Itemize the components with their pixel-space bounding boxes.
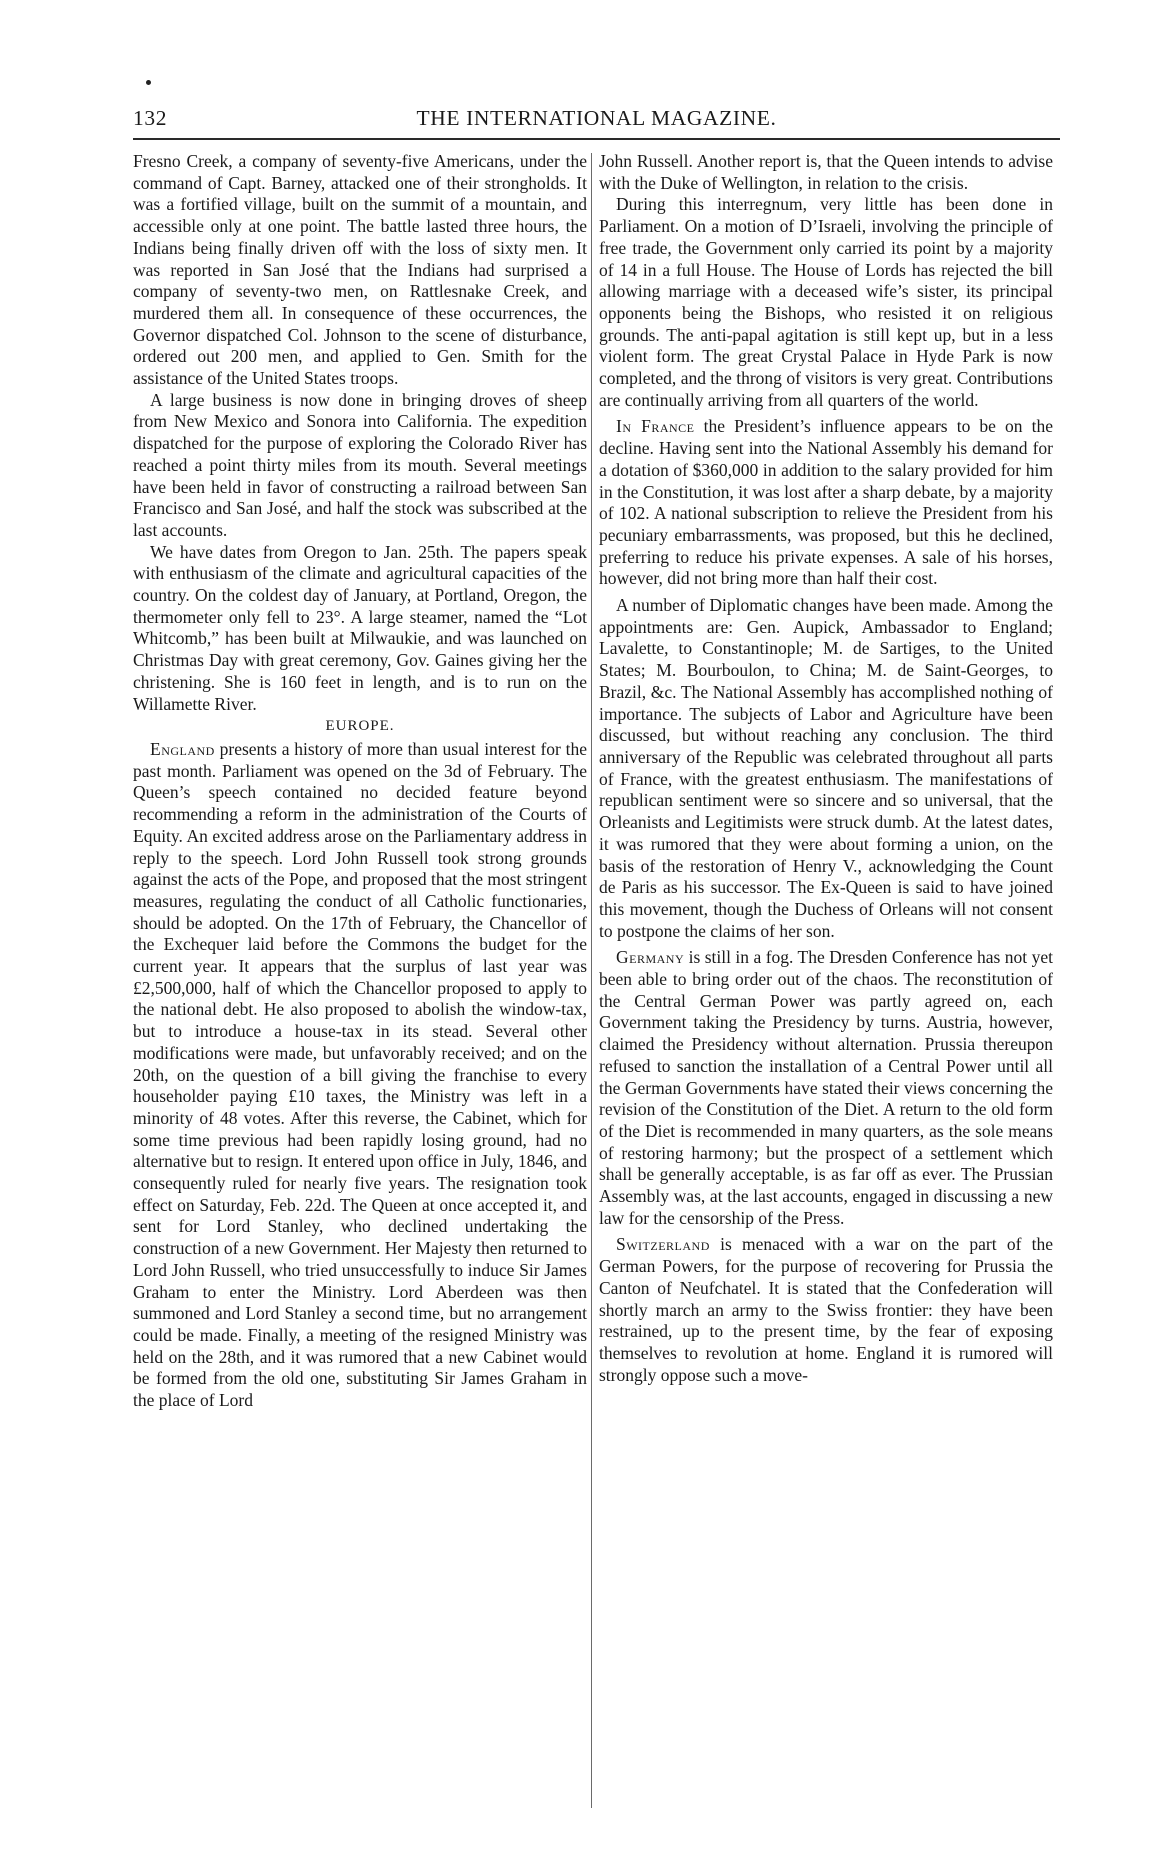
- section-heading-europe: EUROPE.: [325, 718, 395, 735]
- paragraph: During this interregnum, very little has been done in Parliament. On a motion of D’Israeli, involving the principle of free trade, the Government only carried its point by a majority of 14 in a full House. The House of Lords has rejected the bill allowing marriage with a deceased wife’s sister, its principal opponents being the Bishops, who resisted it on religious grounds. The anti-papal agitation is still kept up, but in a less violent form. The great Crystal Palace in Hyde Park is now completed, and the throng of visitors is very great. Contributions are continually arriving from all quarters of the world.: [599, 194, 1053, 410]
- paragraph-body: the President’s influence appears to be on the decline. Having sent into the National Assembly his demand for a dotation of $360,000 in addition to the salary provided for him in the Constitution, it was lost after a sharp debate, by a majority of 102. A national subscription to relieve the President from his pecuniary embarrassments, was proposed, but this he declined, preferring to reduce his private expenses. A sale of his horses, however, did not bring more than half their cost.: [599, 416, 1053, 589]
- paragraph-body: is still in a fog. The Dresden Conference has not yet been able to bring order out of the chaos. The reconstitution of the Central German Power was partly agreed on, each Government taking the Presidency by turns. Austria, however, claimed the Presidency without alternation. Prussia thereupon refused to sanction the installation of a Central Power until all the German Governments have stated their views concerning the revision of the Constitution of the Diet. A return to the old form of the Diet is recommended in many quarters, as the sole means of restoring harmony; but the prospect of a settlement which shall be generally acceptable, is as far off as ever. The Prussian Assembly was, at the last accounts, engaged in discussing a new law for the censorship of the Press.: [599, 947, 1053, 1228]
- paragraph: [599, 1234, 1053, 1386]
- paragraph-lead: Switzerland: [616, 1234, 710, 1255]
- page-header: [133, 106, 1060, 136]
- printer-dot: [146, 80, 151, 85]
- paragraph-body: presents a history of more than usual interest for the past month. Parliament was opened on the 3d of February. The Queen’s speech contained no decided feature beyond recommending a reform in the administration of the Courts of Equity. An excited address arose on the Parliamentary address in reply to the speech. Lord John Russell took strong grounds against the acts of the Pope, and proposed that the most stringent measures, regulating the conduct of all Catholic functionaries, should be adopted. On the 17th of February, the Chancellor of the Exchequer laid before the Commons the budget for the current year. It appears that the surplus of last year was £2,500,000, half of which the Chancellor proposed to apply to the national debt. He also proposed to abolish the window-tax, but to introduce a house-tax in its stead. Several other modifications were made, but unfavorably received; and on the 20th, on the question of a bill giving the franchise to every householder paying £10 taxes, the Ministry was left in a minority of 48 votes. After this reverse, the Cabinet, which for some time previous had been rapidly losing ground, had no alternative but to resign. It entered upon office in July, 1846, and consequently ruled for nearly five years. The resignation took effect on Saturday, Feb. 22d. The Queen at once accepted it, and sent for Lord Stanley, who declined undertaking the construction of a new Government. Her Majesty then returned to Lord John Russell, who tried unsuccessfully to induce Sir James Graham to enter the Ministry. Lord Aberdeen was then summoned and Lord Stanley a second time, but no arrangement could be made. Finally, a meeting of the resigned Ministry was held on the 28th, and it was rumored that a new Cabinet would be formed from the old one, substituting Sir James Graham in the place of Lord: [133, 738, 587, 1411]
- paragraph: [599, 416, 1053, 590]
- page-number: 132: [133, 106, 168, 130]
- paragraph: A number of Diplomatic changes have been made. Among the appointments are: Gen. Aupick, Ambassador to England; Lavalette, to Constantinople; M. de Sartiges, to the United States; M. Bourboulon, to China; M. de Saint-Georges, to Brazil, &c. The National Assembly has accomplished nothing of importance. The subjects of Labor and Agriculture have been discussed, but without reaching any conclusion. The third anniversary of the Republic was celebrated throughout all parts of France, with the greatest enthusiasm. The manifestations of republican sentiment were so sincere and so universal, that the Orleanists and Legitimists were struck dumb. At the latest dates, it was rumored that they were about forming a union, on the basis of the restoration of Henry V., acknowledging the Count de Paris as his successor. The Ex-Queen is said to have joined this movement, though the Duchess of Orleans will not consent to postpone the claims of her son.: [599, 595, 1053, 941]
- paragraph: John Russell. Another report is, that the Queen intends to advise with the Duke of Wellington, in relation to the crisis.: [599, 151, 1053, 193]
- running-title: THE INTERNATIONAL MAGAZINE.: [416, 106, 777, 130]
- header-rule: [133, 138, 1060, 140]
- paragraph: [133, 739, 587, 1412]
- column-separator: [591, 153, 592, 1808]
- paragraph-body: is menaced with a war on the part of the German Powers, for the purpose of recovering for Prussia the Canton of Neufchatel. It is stated that the Confederation will shortly march an army to the Swiss frontier: they have been restrained, up to the present time, by the fear of exposing themselves to revolution at home. England it is rumored will strongly oppose such a move-: [599, 1234, 1053, 1385]
- paragraph-lead: Germany: [616, 947, 685, 968]
- paragraph: A large business is now done in bringing droves of sheep from New Mexico and Sonora into California. The expedition dispatched for the purpose of exploring the Colorado River has reached a point thirty miles from its mouth. Several meetings have been held in favor of constructing a railroad between San Francisco and San José, and half the stock was subscribed at the last accounts.: [133, 389, 587, 540]
- paragraph: [599, 947, 1053, 1229]
- paragraph: We have dates from Oregon to Jan. 25th. The papers speak with enthusiasm of the climate and agricultural capacities of the country. On the coldest day of January, at Portland, Oregon, the thermometer only fell to 23°. A large steamer, named the “Lot Whitcomb,” has been built at Milwaukie, and was launched on Christmas Day with great ceremony, Gov. Gaines giving her the christening. She is 160 feet in length, and is to run on the Willamette River.: [133, 541, 587, 714]
- left-column: [133, 151, 587, 1811]
- right-column: [599, 151, 1053, 1811]
- paragraph-lead: In France: [616, 416, 695, 437]
- paragraph: Fresno Creek, a company of seventy-five Americans, under the command of Capt. Barney, attacked one of their strongholds. It was a fortified village, built on the summit of a mountain, and accessible only at one point. The battle lasted three hours, the Indians being finally driven off with the loss of sixty men. It was reported in San José that the Indians had surprised a company of seventy-two men, on Rattlesnake Creek, and murdered them all. In consequence of these occurrences, the Governor dispatched Col. Johnson to the scene of disturbance, ordered out 200 men, and applied to Gen. Smith for the assistance of the United States troops.: [133, 151, 587, 389]
- paragraph-lead: England: [150, 738, 215, 759]
